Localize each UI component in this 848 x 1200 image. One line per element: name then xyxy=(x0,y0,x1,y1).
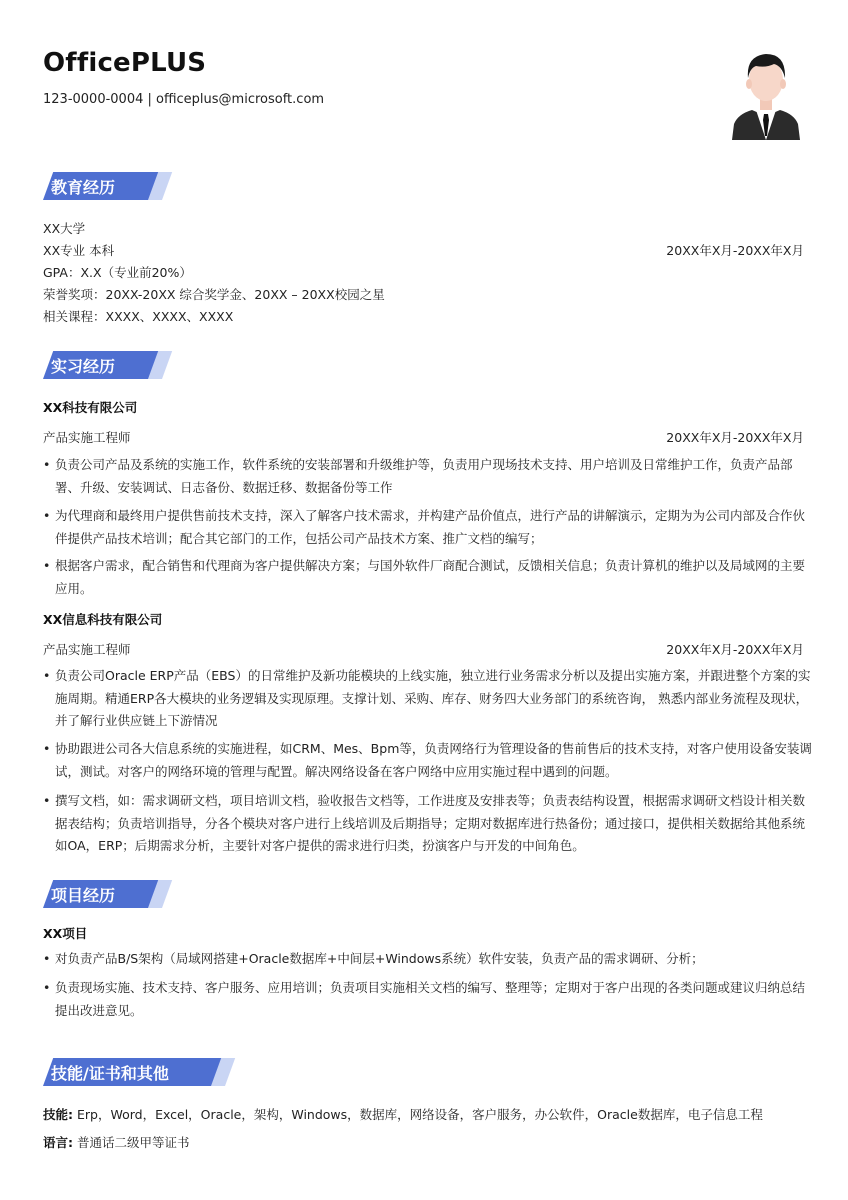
list-item: • 根据客户需求，配合销售和代理商为客户提供解决方案；与国外软件厂商配合测试，反馈相关信息；负责计算机的维护以及局域网的主要应用。 xyxy=(43,555,813,600)
contact-info: 123-0000-0004 | officeplus@microsoft.com xyxy=(43,92,325,107)
section-header-projects xyxy=(43,880,173,908)
bullet-icon: • xyxy=(43,508,51,523)
list-item: • 协助跟进公司各大信息系统的实施进程，如CRM、Mes、Bpm等，负责网络行为管理设备的售前售后的技术支持，对客户使用设备安装调试，测试。对客户的网络环境的管理与配置。解决网络设备在客户网络中应用实施过程中遇到的问题。 xyxy=(43,738,813,783)
job-role: 产品实施工程师 xyxy=(43,430,131,445)
major: XX专业 本科 xyxy=(43,243,115,258)
company-name: XX信息科技有限公司 xyxy=(43,612,163,627)
avatar xyxy=(730,44,802,140)
skills-line xyxy=(43,1105,763,1123)
candidate-name: OfficePLUS xyxy=(43,48,207,78)
skills-label: 技能: xyxy=(43,1107,73,1122)
language-value: 普通话二级甲等证书 xyxy=(73,1135,190,1150)
list-item: • 负责公司产品及系统的实施工作，软件系统的安装部署和升级维护等，负责用户现场技术支持、用户培训及日常维护工作，负责产品部署、升级、安装调试、日志备份、数据迁移、数据备份等工作 xyxy=(43,454,813,499)
bullet-icon: • xyxy=(43,668,51,683)
language-label: 语言: xyxy=(43,1135,73,1150)
school-name: XX大学 xyxy=(43,221,86,236)
list-item: • 为代理商和最终用户提供售前技术支持，深入了解客户技术需求，并构建产品价值点，进行产品的讲解演示，定期为为公司内部及合作伙伴提供产品技术培训；配合其它部门的工作，包括公司产品技术方案、推广文档的编写； xyxy=(43,505,813,550)
bullet-icon: • xyxy=(43,793,51,808)
bullet-icon: • xyxy=(43,951,51,966)
gpa: GPA：X.X（专业前20%） xyxy=(43,265,192,280)
bullet-icon: • xyxy=(43,558,51,573)
language-line xyxy=(43,1133,189,1151)
list-item: • 撰写文档，如：需求调研文档，项目培训文档，验收报告文档等，工作进度及安排表等；负责表结构设置，根据需求调研文档设计相关数据表结构；负责培训指导，分各个模块对客户进行上线培训及后期指导；定期对数据库进行热备份；通过接口，提供相关数据给其他系统如OA，ERP；后期需求分析，主要针对客户提供的需求进行归类，扮演客户与开发的中间角色。 xyxy=(43,790,813,858)
courses: 相关课程：XXXX、XXXX、XXXX xyxy=(43,309,234,324)
list-item: • 负责公司Oracle ERP产品（EBS）的日常维护及新功能模块的上线实施，独立进行业务需求分析以及提出实施方案，并跟进整个方案的实施周期。精通ERP各大模块的业务逻辑及实现原理。支撑计划、采购、库存、财务四大业务部门的系统咨询， 熟悉内部业务流程及现状，并了解行业供应链上下游情况 xyxy=(43,665,813,733)
section-header-education xyxy=(43,172,173,200)
project-name: XX项目 xyxy=(43,926,88,941)
section-title: 技能/证书和其他 xyxy=(51,1064,169,1083)
education-date: 20XX年X月-20XX年X月 xyxy=(666,243,804,258)
section-title: 教育经历 xyxy=(51,178,116,197)
job-role: 产品实施工程师 xyxy=(43,642,131,657)
section-header-skills xyxy=(43,1058,173,1086)
section-title: 实习经历 xyxy=(51,357,116,376)
honors: 荣誉奖项：20XX-20XX 综合奖学金、20XX – 20XX校园之星 xyxy=(43,287,385,302)
bullet-icon: • xyxy=(43,457,51,472)
bullet-icon: • xyxy=(43,741,51,756)
bullet-icon: • xyxy=(43,980,51,995)
company-name: XX科技有限公司 xyxy=(43,400,138,415)
skills-value: Erp，Word，Excel，Oracle，架构，Windows，数据库，网络设备，客户服务，办公软件，Oracle数据库，电子信息工程 xyxy=(73,1107,763,1122)
job-date: 20XX年X月-20XX年X月 xyxy=(666,642,804,657)
section-title: 项目经历 xyxy=(51,886,116,905)
section-header-internship xyxy=(43,351,173,379)
job-date: 20XX年X月-20XX年X月 xyxy=(666,430,804,445)
list-item: • 负责现场实施、技术支持、客户服务、应用培训；负责项目实施相关文档的编写、整理等；定期对于客户出现的各类问题或建议归纳总结提出改进意见。 xyxy=(43,977,813,1022)
list-item: • 对负责产品B/S架构（局域网搭建+Oracle数据库+中间层+Windows系统）软件安装，负责产品的需求调研、分析； xyxy=(43,948,813,971)
